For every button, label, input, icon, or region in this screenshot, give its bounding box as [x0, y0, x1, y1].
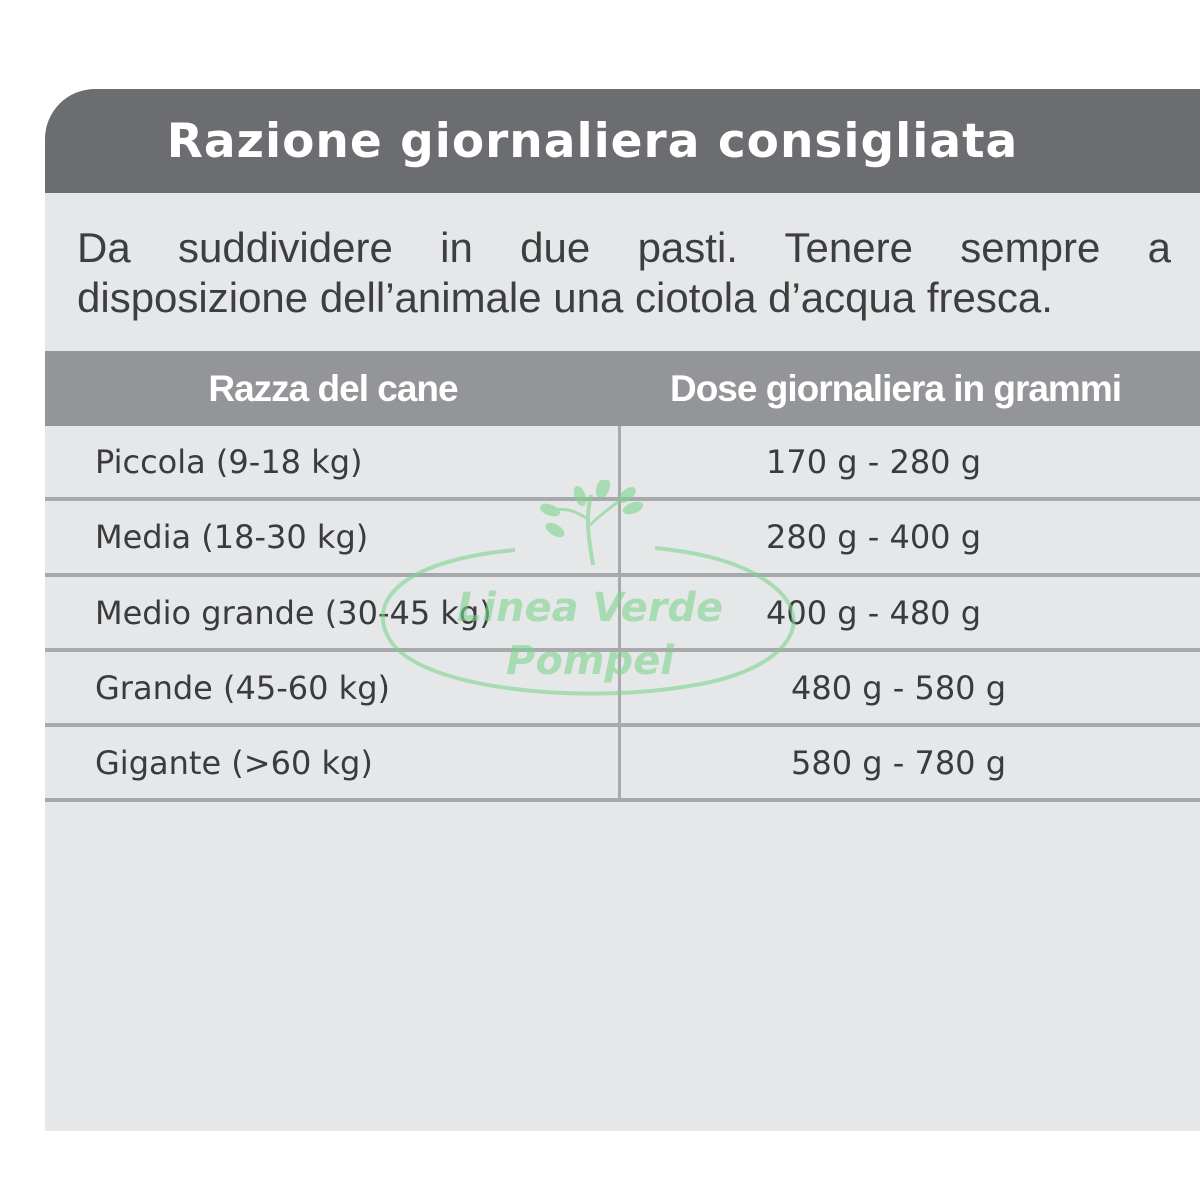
table-row	[45, 426, 1200, 501]
dose-cell	[621, 501, 1200, 573]
dose-value: 400 g - 480 g	[766, 593, 982, 632]
table-row	[45, 727, 1200, 802]
intro-text	[77, 223, 1171, 323]
column-header-breed: Razza del cane	[208, 367, 458, 409]
intro-line-1: Da suddividere in due pasti. Tenere sempre a	[77, 224, 1171, 271]
dose-cell	[621, 426, 1200, 497]
dose-value: 580 g - 780 g	[791, 743, 1007, 782]
dose-cell	[621, 727, 1200, 798]
watermark-text-2: Pompei	[506, 638, 674, 684]
table-row	[45, 501, 1200, 577]
dose-value: 280 g - 400 g	[766, 518, 982, 556]
ration-panel	[45, 89, 1200, 1131]
dose-value: 170 g - 280 g	[766, 442, 982, 481]
page-title: Razione giornaliera consigliata	[166, 113, 1019, 169]
table-row	[45, 652, 1200, 727]
panel-header	[45, 89, 1200, 193]
breed-cell: Media (18-30 kg)	[45, 501, 621, 573]
table-row	[45, 577, 1200, 652]
breed-cell: Medio grande (30-45 kg)	[45, 577, 621, 648]
dose-cell	[621, 577, 1200, 648]
watermark-text-1: Linea Verde	[456, 585, 724, 631]
column-header-dose: Dose giornaliera in grammi	[669, 367, 1122, 409]
breed-cell: Gigante (>60 kg)	[45, 727, 621, 798]
table-header	[45, 351, 1200, 426]
dose-cell	[621, 652, 1200, 723]
table-body	[45, 426, 1200, 802]
breed-cell: Piccola (9-18 kg)	[45, 426, 621, 497]
intro-line-2: disposizione dell’animale una ciotola d’acqua fresca.	[77, 274, 1053, 321]
breed-cell: Grande (45-60 kg)	[45, 652, 621, 723]
ration-table	[45, 351, 1200, 802]
dose-value: 480 g - 580 g	[791, 668, 1007, 707]
